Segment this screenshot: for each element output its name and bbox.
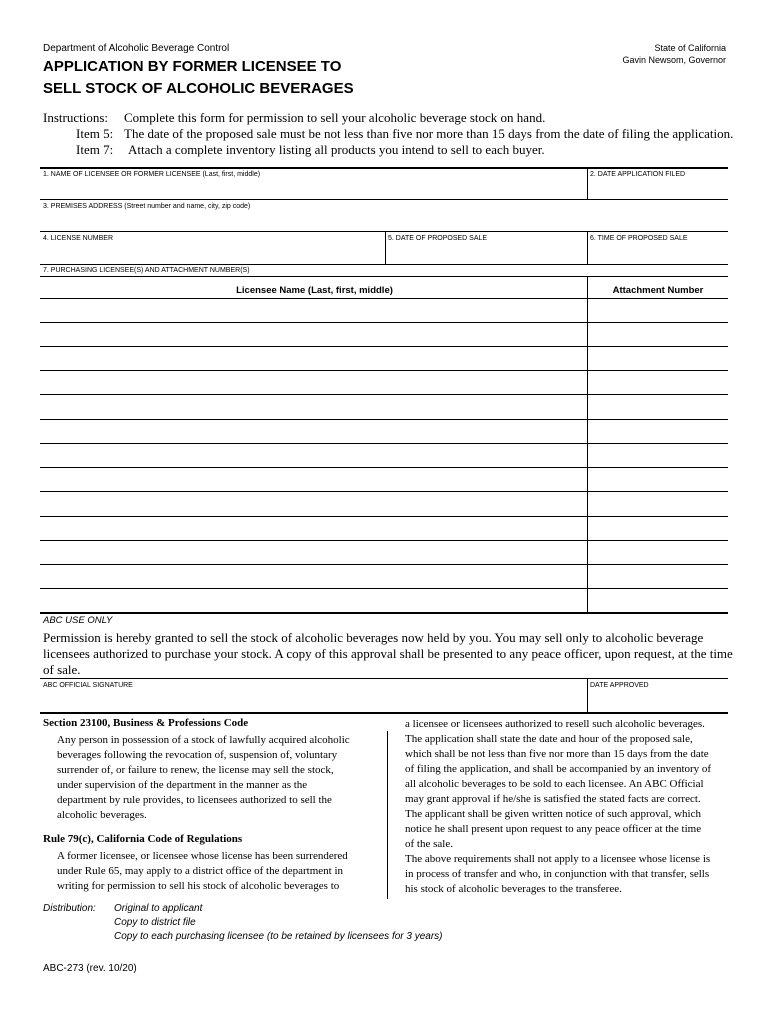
rule-continued-line: notice he shall present upon request to any peace officer at the time (405, 823, 702, 835)
section-23100-title: Section 23100, Business & Professions Code (43, 717, 249, 729)
date-filed-field[interactable] (589, 180, 726, 197)
distribution-item: Copy to each purchasing licensee (to be retained by licensees for 3 years) (114, 931, 443, 942)
field-3-label: 3. PREMISES ADDRESS (Street number and name, city, zip code) (43, 203, 251, 210)
proposed-sale-date-field[interactable] (387, 244, 584, 262)
table-row[interactable] (42, 542, 585, 563)
distribution-label: Distribution: (43, 903, 96, 914)
department-name: Department of Alcoholic Beverage Control (43, 43, 230, 54)
column-header-licensee-name: Licensee Name (Last, first, middle) (236, 285, 393, 296)
item5-key: Item 5: (76, 126, 114, 141)
section-text-line: under supervision of the department in the manner as the (57, 779, 308, 791)
rule-continued-line: his stock of alcoholic beverages to the transferee. (405, 883, 622, 895)
distribution-item: Original to applicant (114, 903, 203, 914)
rule-text-line: under Rule 65, may apply to a district office of the department in (57, 865, 344, 877)
licensee-name-field[interactable] (42, 180, 584, 197)
field-7-label: 7. PURCHASING LICENSEE(S) AND ATTACHMENT NUMBER(S) (43, 267, 250, 274)
state-name: State of California (654, 43, 726, 53)
item5-text: The date of the proposed sale must be not less than five nor more than 15 days from the date of filing the application. (124, 126, 734, 141)
rule-continued-line: of filing the application, and shall be accompanied by an inventory of (405, 763, 712, 775)
section-text-line: beverages following the revocation of, suspension of, voluntary (57, 749, 338, 761)
field-2-label: 2. DATE APPLICATION FILED (590, 171, 686, 178)
abc-official-signature-label: ABC OFFICIAL SIGNATURE (43, 682, 133, 689)
form-title-line-2: SELL STOCK OF ALCOHOLIC BEVERAGES (43, 80, 354, 97)
instructions-key: Instructions: (43, 110, 108, 125)
column-header-attachment-number: Attachment Number (612, 285, 704, 296)
field-4-label: 4. LICENSE NUMBER (43, 235, 114, 242)
section-text-line: department by rule provides, to licensees authorized to sell the (57, 794, 332, 806)
rule-79c-title: Rule 79(c), California Code of Regulations (43, 833, 243, 845)
field-1-label: 1. NAME OF LICENSEE OR FORMER LICENSEE (Last, first, middle) (43, 171, 261, 178)
form-number: ABC-273 (rev. 10/20) (43, 963, 137, 974)
permission-text-line-2: licensees authorized to purchase your stock. A copy of this approval shall be presented to any peace officer, upon request, at the time (43, 646, 733, 661)
rule-continued-line: of the sale. (405, 838, 453, 850)
table-row[interactable] (42, 445, 585, 466)
instructions-text: Complete this form for permission to sell your alcoholic beverage stock on hand. (124, 110, 546, 125)
rule-continued-line: a licensee or licensees authorized to resell such alcoholic beverages. (405, 718, 705, 730)
table-row[interactable] (42, 396, 585, 418)
table-row[interactable] (42, 372, 585, 393)
rule-continued-line: in process of transfer and who, in conjunction with that transfer, sells (405, 868, 710, 880)
rule-text-line: writing for permission to sell his stock of alcoholic beverages to (57, 880, 340, 892)
table-row[interactable] (42, 469, 585, 490)
permission-text-line-1: Permission is hereby granted to sell the stock of alcoholic beverages now held by you. You may sell only to alcoholic beverage (43, 630, 704, 645)
rule-continued-line: may grant approval if he/she is satisfied the stated facts are correct. (405, 793, 701, 805)
field-5-label: 5. DATE OF PROPOSED SALE (388, 235, 488, 242)
proposed-sale-time-field[interactable] (589, 244, 726, 262)
field-6-label: 6. TIME OF PROPOSED SALE (590, 235, 688, 242)
section-text-line: alcoholic beverages. (57, 809, 147, 821)
permission-text-line-3: of sale. (43, 662, 81, 677)
license-number-field[interactable] (42, 244, 382, 262)
rule-continued-line: The application shall state the date and hour of the proposed sale, (405, 733, 693, 745)
table-row[interactable] (42, 590, 585, 611)
rule-continued-line: The above requirements shall not apply to a licensee whose license is (405, 853, 711, 865)
table-row[interactable] (42, 300, 585, 321)
item7-text: Attach a complete inventory listing all products you intend to sell to each buyer. (128, 142, 545, 157)
distribution-item: Copy to district file (114, 917, 196, 928)
abc-use-only-label: ABC USE ONLY (43, 615, 113, 626)
item7-key: Item 7: (76, 142, 114, 157)
rule-continued-line: all alcoholic beverages to be sold to each licensee. An ABC Official (405, 778, 704, 790)
table-row[interactable] (42, 493, 585, 515)
premises-address-field[interactable] (42, 212, 726, 229)
table-row[interactable] (42, 324, 585, 345)
rule-text-line: A former licensee, or licensee whose license has been surrendered (57, 850, 348, 862)
section-text-line: Any person in possession of a stock of lawfully acquired alcoholic (57, 734, 350, 746)
table-row[interactable] (42, 566, 585, 587)
table-row[interactable] (42, 518, 585, 539)
table-row[interactable] (42, 348, 585, 369)
rule-continued-line: which shall be not less than five nor more than 15 days from the date (405, 748, 709, 760)
governor-name: Gavin Newsom, Governor (622, 55, 726, 65)
form-title-line-1: APPLICATION BY FORMER LICENSEE TO (43, 58, 342, 75)
section-text-line: surrender of, or failure to renew, the license may sell the stock, (57, 764, 334, 776)
rule-continued-line: The applicant shall be given written notice of such approval, which (405, 808, 701, 820)
table-row[interactable] (42, 421, 585, 442)
date-approved-label: DATE APPROVED (590, 682, 649, 689)
